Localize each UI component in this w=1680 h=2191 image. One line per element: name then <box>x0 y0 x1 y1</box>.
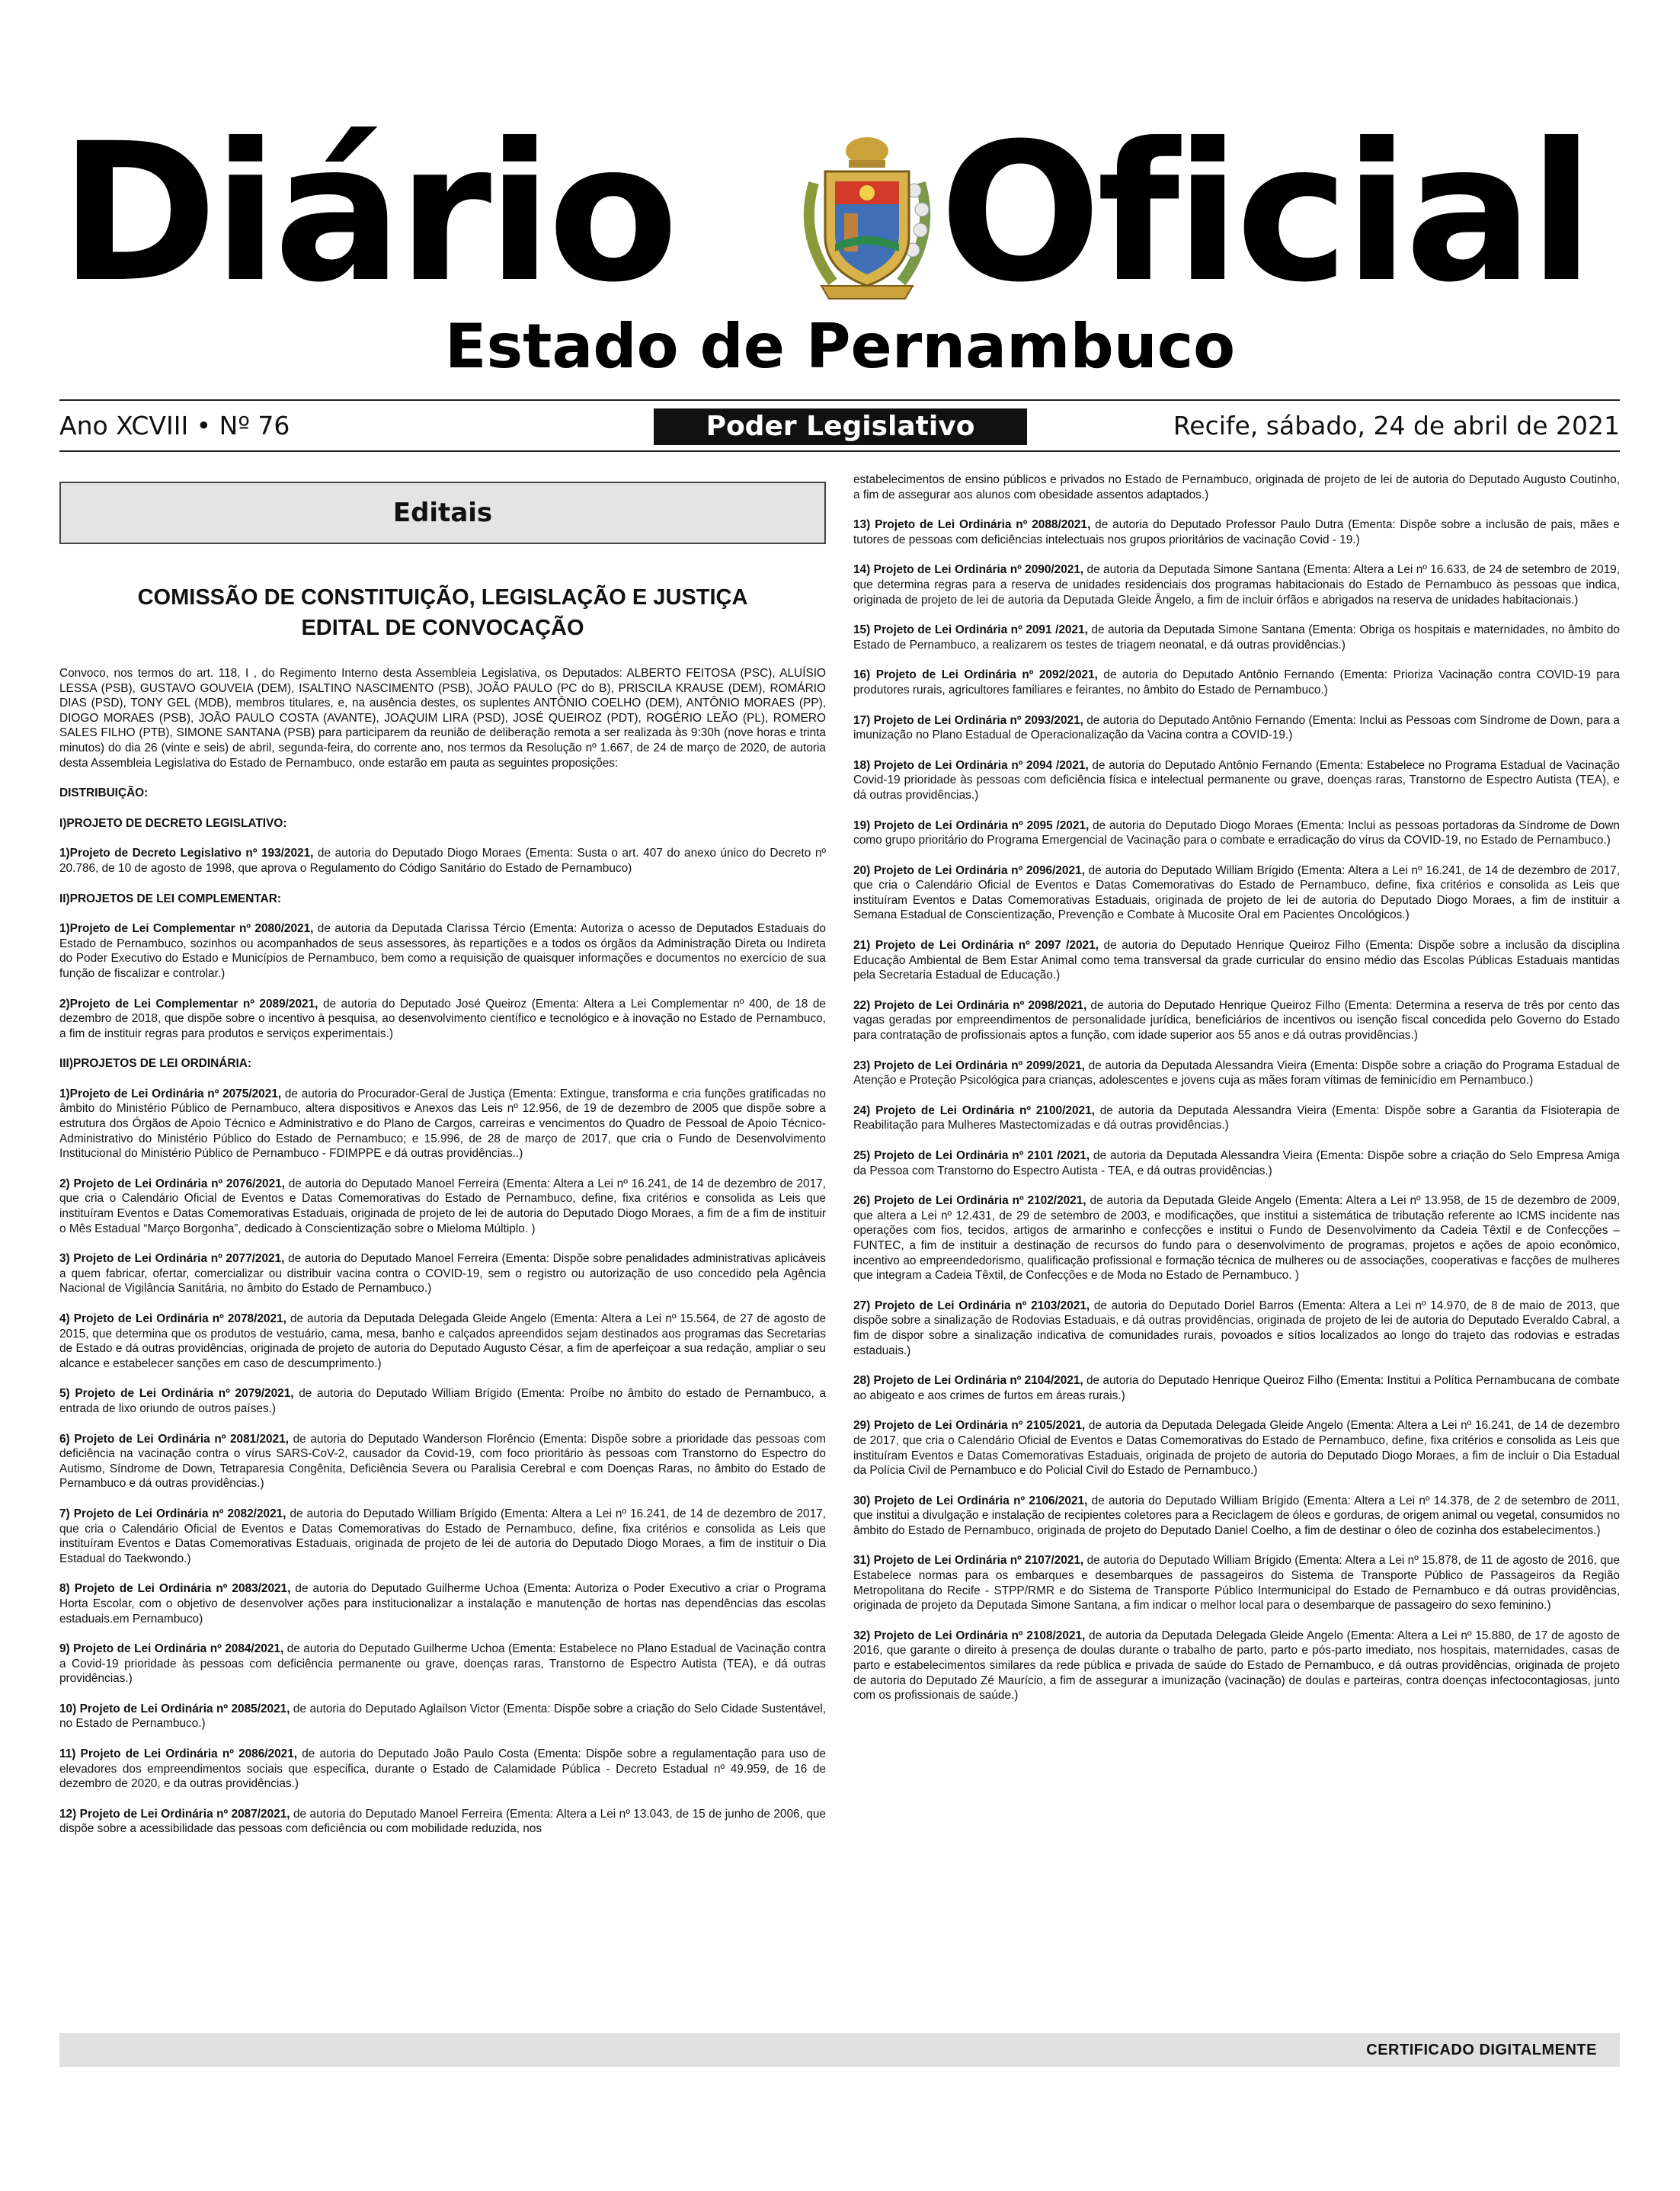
masthead-title <box>59 102 1620 324</box>
coat-of-arms-icon <box>791 130 943 305</box>
list-item: 27) Projeto de Lei Ordinária nº 2103/2021, de autoria do Deputado Doriel Barros (Ementa: Altera a Lei nº 14.970, de 8 de maio de 2013, que dispõe sobre a sinalização de Rodovias Estaduais, e dá outras providências, originada de projeto de lei de autoria do Deputado Everaldo Cabral, a fim de dispor sobre a sinalização indicativa de comunidades rurais, povoados e sítios localizados ao longo do trajeto das rodovias e estradas estaduais.) <box>853 1299 1620 1357</box>
branch-banner: Poder Legislativo <box>654 408 1027 445</box>
section-title-box: Editais <box>59 482 826 544</box>
list-item: 31) Projeto de Lei Ordinária nº 2107/2021, de autoria do Deputado William Brígido (Ementa: Altera a Lei nº 15.878, de 11 de agosto de 2016, que Estabelece normas para os embarques e desembarques de passageiros do Sistema de Transporte Público de Passageiros da Região Metropolitana do Recife - STPP/RMR e do Sistema de Transporte Público Intermunicipal do Estado de Pernambuco e dá outras providências, originada de projeto da Deputada Simone Santana, a fim indicar o melhor local para o desembarque de passageiro do sexo feminino.) <box>853 1554 1620 1613</box>
list-item: 14) Projeto de Lei Ordinária nº 2090/2021, de autoria da Deputada Simone Santana (Ementa: Altera a Lei nº 16.633, de 24 de setembro de 2019, que determina regras para a reserva de unidades residenciais dos programas habitacionais do Estado de Pernambuco às pessoas que indica, originada de projeto de lei de autoria da Deputada Gleide Ângelo, a fim de incluir órfãos e abrigados na reserva de unidades habitacionais.) <box>853 563 1621 607</box>
list-item: 9) Projeto de Lei Ordinária nº 2084/2021, de autoria do Deputado Guilherme Uchoa (Ementa: Estabelece no Plano Estadual de Vacinação contra a Covid-19 prioridade às pessoas com deficiência permanente ou grave, doenças raras, Transtorno de Espectro Autista (TEA), e dá outras providências.) <box>59 1642 827 1686</box>
list-item: 10) Projeto de Lei Ordinária nº 2085/2021, de autoria do Deputado Aglailson Victor (Ementa: Dispõe sobre a criação do Selo Cidade Sustentável, no Estado de Pernambuco.) <box>59 1702 826 1731</box>
list-item: 15) Projeto de Lei Ordinária nº 2091 /2021, de autoria da Deputada Simone Santana (Ementa: Obriga os hospitais e maternidades, no âmbito do Estado de Pernambuco, a realizarem os testes de triagem neonatal, e dá outras providências.) <box>853 623 1620 652</box>
list-item: 16) Projeto de Lei Ordinária nº 2092/2021, de autoria do Deputado Antônio Fernando (Ementa: Prioriza Vacinação contra COVID-19 para produtores rurais, agricultores familiares e feirantes, no âmbito do Estado de Pernambuco.) <box>853 668 1621 697</box>
edital-heading-line2: EDITAL DE CONVOCAÇÃO <box>301 616 584 640</box>
list-item: 4) Projeto de Lei Ordinária nº 2078/2021, de autoria da Deputada Delegada Gleide Angelo (Ementa: Altera a Lei nº 15.564, de 27 de agosto de 2015, que determina que os produtos de vestuário, cama, mesa, banho e calçados apreendidos sejam destinados aos programas das Secretarias de Estado e dá outras providências, originada de projeto de autoria do Deputado Augusto César, a fim de aperfeiçoar a sua redação, ampliar o seu alcance e estabelecer sanções em caso de descumprimento.) <box>59 1312 827 1370</box>
list-item: 25) Projeto de Lei Ordinária nº 2101 /2021, de autoria da Deputada Alessandra Vieira (Ementa: Dispõe sobre a criação do Selo Empresa Amiga da Pessoa com Transtorno do Espectro Autista - TEA, e dá outras providências.) <box>853 1149 1620 1177</box>
list-item: 1)Projeto de Lei Complementar nº 2080/2021, de autoria da Deputada Clarissa Tércio (Ementa: Autoriza o acesso de Deputados Estaduais do Estado de Pernambuco, sozinhos ou acompanhados de seus assessores, às repartições e a todos os órgãos da Administração Direta ou Indireta do Poder Executivo do Estado e Municípios de Pernambuco, bem como a requisição de quaisquer informações e documentos no exercício de sua função de fiscalizar e controlar.) <box>59 922 826 980</box>
list-item: 30) Projeto de Lei Ordinária nº 2106/2021, de autoria do Deputado William Brígido (Ementa: Altera a Lei nº 14.378, de 2 de setembro de 2011, que institui a divulgação e instalação de recipientes coletores para a Reciclagem de óleos e gorduras, de origem animal ou vegetal, consumidos no âmbito do Estado de Pernambuco, originada de projeto do Deputado Daniel Coelho, a fim de destinar o óleo de cozinha dos estabelecimentos.) <box>853 1494 1620 1537</box>
edital-intro: Convoco, nos termos do art. 118, I , do Regimento Interno desta Assembleia Legislativa, os Deputados: ALBERTO FEITOSA (PSC), ALUÍSIO LESSA (PSB), GUSTAVO GOUVEIA (DEM), ISALTINO NASCIMENTO (PSB), JOÃO PAULO (PC do B), PRISCILA KRAUSE (DEM), ROMÁRIO DIAS (PSD), TONY GEL (MDB), membros titulares, e, na ausência destes, os suplentes ANTÔNIO COELHO (DEM), ANTÔNIO MORAES (PP), DIOGO MORAES (PSB), JOÃO PAULO COSTA (AVANTE), JOAQUIM LIRA (PSD), JOSÉ QUEIROZ (PDT), ROGÉRIO LEÃO (PL), ROMERO SALES FILHO (PTB), SIMONE SANTANA (PSB) para participarem da reunião de deliberação remota a ser realizada às 9:30h (nove horas e trinta minutos) do dia 26 (vinte e seis) de abril, segunda-feira, do corrente ano, nos termos da Resolução nº 1.667, de 24 de março de 2020, de autoria desta Assembleia Legislativa do Estado de Pernambuco, onde estarão em pauta as seguintes proposições: <box>59 667 826 770</box>
section-lei-ordinaria: III)PROJETOS DE LEI ORDINÁRIA: <box>59 1057 251 1071</box>
list-item: 3) Projeto de Lei Ordinária nº 2077/2021, de autoria do Deputado Manoel Ferreira (Ementa: Dispõe sobre penalidades administrativas aplicáveis a quem fabricar, ofertar, comercializar ou distribuir vacina contra o COVID-19, sem o registro ou autorização de uso concedido pela Agência Nacional de Vigilância Sanitária, no âmbito do Estado de Pernambuco.) <box>59 1252 826 1296</box>
edital-heading <box>59 582 826 643</box>
header-rule-top <box>59 399 1620 401</box>
distribuicao-label: DISTRIBUIÇÃO: <box>59 786 149 800</box>
list-item: 21) Projeto de Lei Ordinária nº 2097 /2021, de autoria do Deputado Henrique Queiroz Filho (Ementa: Dispõe sobre a inclusão da disciplina Educação Ambiental de Bem Estar Animal como tema transversal da grade curricular do ensino médio das Escolas Públicas Estaduais mantidas pela Secretaria Estadual de Educação.) <box>853 939 1620 982</box>
footer-certified-bar: CERTIFICADO DIGITALMENTE <box>59 2033 1620 2067</box>
dateline: Recife, sábado, 24 de abril de 2021 <box>1173 411 1620 440</box>
list-item: 2)Projeto de Lei Complementar nº 2089/2021, de autoria do Deputado José Queiroz (Ementa: Altera a Lei Complementar nº 400, de 18 de dezembro de 2018, que dispõe sobre o incentivo à pesquisa, ao desenvolvimento científico e tecnológico e à inovação no Estado de Pernambuco, a fim de instituir regras para produtos e serviços experimentais.) <box>59 997 826 1040</box>
list-item: 29) Projeto de Lei Ordinária nº 2105/2021, de autoria da Deputada Delegada Gleide Angelo (Ementa: Altera a Lei nº 16.241, de 14 de dezembro de 2017, que cria o Calendário Oficial de Eventos e Datas Comemorativas do Estado de Pernambuco, define, fixa critérios e consolida as Leis que instituíram Eventos e Datas Comemorativas Estaduais, originada de projeto de autoria do Deputado Diogo Moraes, a fim de incluir o Dia Estadual da Polícia Civil de Pernambuco e do Policial Civil do Estado de Pernambuco.) <box>853 1419 1620 1478</box>
left-column <box>59 472 826 1852</box>
list-item: 1)Projeto de Lei Ordinária nº 2075/2021, de autoria do Procurador-Geral de Justiça (Ementa: Extingue, transforma e cria funções gratificadas no âmbito do Ministério Público de Pernambuco, altera dispositivos e Anexos das Leis nº 12.956, de 19 de dezembro de 2005 que dispõe sobre a estrutura dos Órgãos de Apoio Técnico e Administrativo e do Plano de Cargos, carreiras e vencimentos do Quadro de Pessoal de Apoio Técnico-Administrativo do Ministério Público do Estado de Pernambuco; e 15.996, de 28 de março de 2017, que cria o Fundo de Desenvolvimento Institucional do Ministério Público de Pernambuco - FDIMPPE e dá outras providências..) <box>59 1087 826 1161</box>
list-item: 23) Projeto de Lei Ordinária nº 2099/2021, de autoria da Deputada Alessandra Vieira (Ementa: Dispõe sobre a criação do Programa Estadual de Atenção e Proteção Psicológica para crianças, adolescentes e jovens cuja as mães foram vítimas de feminicídio em Pernambuco.) <box>853 1059 1620 1087</box>
list-item: 11) Projeto de Lei Ordinária nº 2086/2021, de autoria do Deputado João Paulo Costa (Ementa: Dispõe sobre a regulamentação para uso de elevadores dos empreendimentos sociais que especifica, durante o Estado de Calamidade Pública - Decreto Estadual nº 49.959, de 16 de dezembro de 2020, e da outras providências.) <box>59 1747 826 1791</box>
list-item: 7) Projeto de Lei Ordinária nº 2082/2021, de autoria do Deputado William Brígido (Ementa: Altera a Lei nº 16.241, de 14 de dezembro de 2017, que cria o Calendário Oficial de Eventos e Datas Comemorativas do Estado de Pernambuco, define, fixa critérios e consolida as Leis que instituíram Eventos e Datas Comemorativas Estaduais, originada de projeto de lei de autoria do Deputado Diogo Moraes, a fim de instituir o Dia Estadual do Taekwondo.) <box>59 1507 826 1565</box>
list-item: 24) Projeto de Lei Ordinária nº 2100/2021, de autoria da Deputada Alessandra Vieira (Ementa: Dispõe sobre a Garantia da Fisioterapia de Reabilitação para Mulheres Mastectomizadas e dá outras providências.) <box>853 1104 1620 1132</box>
list-item: 28) Projeto de Lei Ordinária nº 2104/2021, de autoria do Deputado Henrique Queiroz Filho (Ementa: Institui a Política Pernambucana de combate ao abigeato e aos crimes de furtos em áreas rurais.) <box>853 1374 1620 1402</box>
section-decreto-legislativo: I)PROJETO DE DECRETO LEGISLATIVO: <box>59 816 287 830</box>
list-item: 26) Projeto de Lei Ordinária nº 2102/2021, de autoria da Deputada Gleide Angelo (Ementa: Altera a Lei nº 13.958, de 15 de dezembro de 2009, que altera a Lei nº 12.431, de 29 de setembro de 2003, e modificações, que institui a sistemática de tributação referente ao ICMS incidente nas operações com fios, tecidos, artigos de armarinho e confecções e institui o Fundo de Desenvolvimento da Cadeia Têxtil e de Confecções – FUNTEC, a fim de instituir a destinação de recursos do fundo para o desenvolvimento de programas, projetos e ações de apoio econômico, incentivo ao empreendedorismo, qualificação profissional e formação técnica de mulheres ou de associações, cooperativas e facções de mulheres que integram a Cadeia Têxtil, de Confecções e de Moda no Estado de Pernambuco. ) <box>853 1194 1620 1283</box>
list-item: 18) Projeto de Lei Ordinária nº 2094 /2021, de autoria do Deputado Antônio Fernando (Ementa: Estabelece no Programa Estadual de Vacinação Covid-19 prioridade às pessoas com deficiência física e intelectual permanente ou grave, doenças raras, Transtorno de Espectro Autista (TEA), e dá outras providências.) <box>853 758 1620 802</box>
list-item: 20) Projeto de Lei Ordinária nº 2096/2021, de autoria do Deputado William Brígido (Ementa: Altera a Lei nº 16.241, de 14 de dezembro de 2017, que cria o Calendário Oficial de Eventos e Datas Comemorativas do Estado de Pernambuco, define, fixa critérios e consolida as Leis que instituíram Eventos e Datas Comemorativas Estaduais, originada de projeto de lei de autoria do Deputado Diogo Moraes, a fim de instituir a Semana Estadual de Conscientização, Prevenção e Combate à Mucosite Oral em Pacientes Oncológicos.) <box>853 863 1620 922</box>
list-item: 17) Projeto de Lei Ordinária nº 2093/2021, de autoria do Deputado Antônio Fernando (Ementa: Inclui as Pessoas com Síndrome de Down, para a imunização no Plano Estadual de Operacionalização da Vacina contra a COVID-19.) <box>853 713 1620 742</box>
list-item: 32) Projeto de Lei Ordinária nº 2108/2021, de autoria da Deputada Delegada Gleide Angelo (Ementa: Altera a Lei nº 15.880, de 17 de agosto de 2016, que garante o direito à presença de doulas durante o trabalho de parto, parto e pós-parto imediato, nos hospitais, maternidades, casas de parto e estabelecimentos similares da rede pública e privada de saúde do Estado de Pernambuco, e dá outras providências, originada de projeto de autoria do Deputado Zé Maurício, a fim de assegurar a imunização (vacinação) de doulas e parteiras, contra doenças infectocontagiosas, junto com os profissionais de saúde.) <box>853 1629 1621 1703</box>
section-lei-complementar: II)PROJETOS DE LEI COMPLEMENTAR: <box>59 892 282 905</box>
right-column <box>853 472 1620 1719</box>
list-item: 12) Projeto de Lei Ordinária nº 2087/2021, de autoria do Deputado Manoel Ferreira (Ementa: Altera a Lei nº 13.043, de 15 de junho de 2006, que dispõe sobre a acessibilidade das pessoas com deficiência ou com mobilidade reduzida, nos <box>59 1807 826 1836</box>
masthead-title-left: Diário <box>59 102 674 324</box>
list-item: 13) Projeto de Lei Ordinária nº 2088/2021, de autoria do Deputado Professor Paulo Dutra (Ementa: Dispõe sobre a inclusão de pais, mães e tutores de pessoas com deficiências intelectuais nos grupos prioritários de vacinação Covid - 19.) <box>853 518 1620 546</box>
list-item: 19) Projeto de Lei Ordinária nº 2095 /2021, de autoria do Deputado Diogo Moraes (Ementa: Inclui as pessoas portadoras da Síndrome de Down como grupo prioritário do Programa Emergencial de Vacinação para o combate e erradicação do vírus da COVID-19, no Estado de Pernambuco.) <box>853 818 1620 847</box>
list-item: 5) Projeto de Lei Ordinária nº 2079/2021, de autoria do Deputado William Brígido (Ementa: Proíbe no âmbito do estado de Pernambuco, a entrada de lixo oriundo de outros países.) <box>59 1387 826 1415</box>
edital-heading-line1: COMISSÃO DE CONSTITUIÇÃO, LEGISLAÇÃO E JUSTIÇA <box>137 585 748 610</box>
list-item: 6) Projeto de Lei Ordinária nº 2081/2021, de autoria do Deputado Wanderson Florêncio (Ementa: Dispõe sobre a prioridade das pessoas com deficiência na vacinação contra o vírus SARS-CoV-2, causador da Covid-19, com foco prioritário às pessoas com Transtorno do Espectro do Autismo, Síndrome de Down, Tetraparesia Congênita, Deficiência Severa ou Paralisia Cerebral e com Doenças Raras, no âmbito do Estado de Pernambuco e dá outras providências.) <box>59 1432 826 1491</box>
issue-number: Ano XCVIII • Nº 76 <box>59 411 290 440</box>
masthead-title-right: Oficial <box>939 102 1590 324</box>
list-item: 22) Projeto de Lei Ordinária nº 2098/2021, de autoria do Deputado Henrique Queiroz Filho (Ementa: Determina a reserva de três por cento das vagas geradas por empreendimentos de personalidade jurídica, beneficiários de incentivos ou isenção fiscal concedida pelo Governo do Estado para contratação de profissionais aptos a função, com idade superior aos 55 anos e dá outras providências.) <box>853 998 1621 1043</box>
header-rule-bottom <box>59 450 1620 452</box>
list-item: 2) Projeto de Lei Ordinária nº 2076/2021, de autoria do Deputado Manoel Ferreira (Ementa: Altera a Lei nº 16.241, de 14 de dezembro de 2017, que cria o Calendário Oficial de Eventos e Datas Comemorativas do Estado de Pernambuco, define, fixa critérios e consolida as Leis que instituíram Eventos e Datas Comemorativas Estaduais, originada de projeto de lei de autoria do Deputado Diogo Moraes, a fim de a fim de instituir o Mês Estadual “Março Borgonha”, dedicado à Conscientização sobre o Mieloma Múltiplo. ) <box>59 1177 826 1235</box>
list-item: 8) Projeto de Lei Ordinária nº 2083/2021, de autoria do Deputado Guilherme Uchoa (Ementa: Autoriza o Poder Executivo a criar o Programa Horta Escolar, com o objetivo de desenvolver ações para institucionalizar a instalação e manutenção de hortas nas dependências das escolas estaduais.em Pernambuco) <box>59 1582 827 1626</box>
list-item: 1)Projeto de Decreto Legislativo nº 193/2021, de autoria do Deputado Diogo Moraes (Ementa: Susta o art. 407 do anexo único do Decreto nº 20.786, de 10 de agosto de 1998, que aprova o Regulamento do Código Sanitário do Estado de Pernambuco) <box>59 847 826 875</box>
continued-text: estabelecimentos de ensino públicos e privados no Estado de Pernambuco, originada de projeto de lei de autoria do Deputado Augusto Coutinho, a fim de assegurar aos alunos com obesidade assentos adaptados.) <box>853 473 1620 501</box>
masthead-subtitle: Estado de Pernambuco <box>444 311 1236 382</box>
